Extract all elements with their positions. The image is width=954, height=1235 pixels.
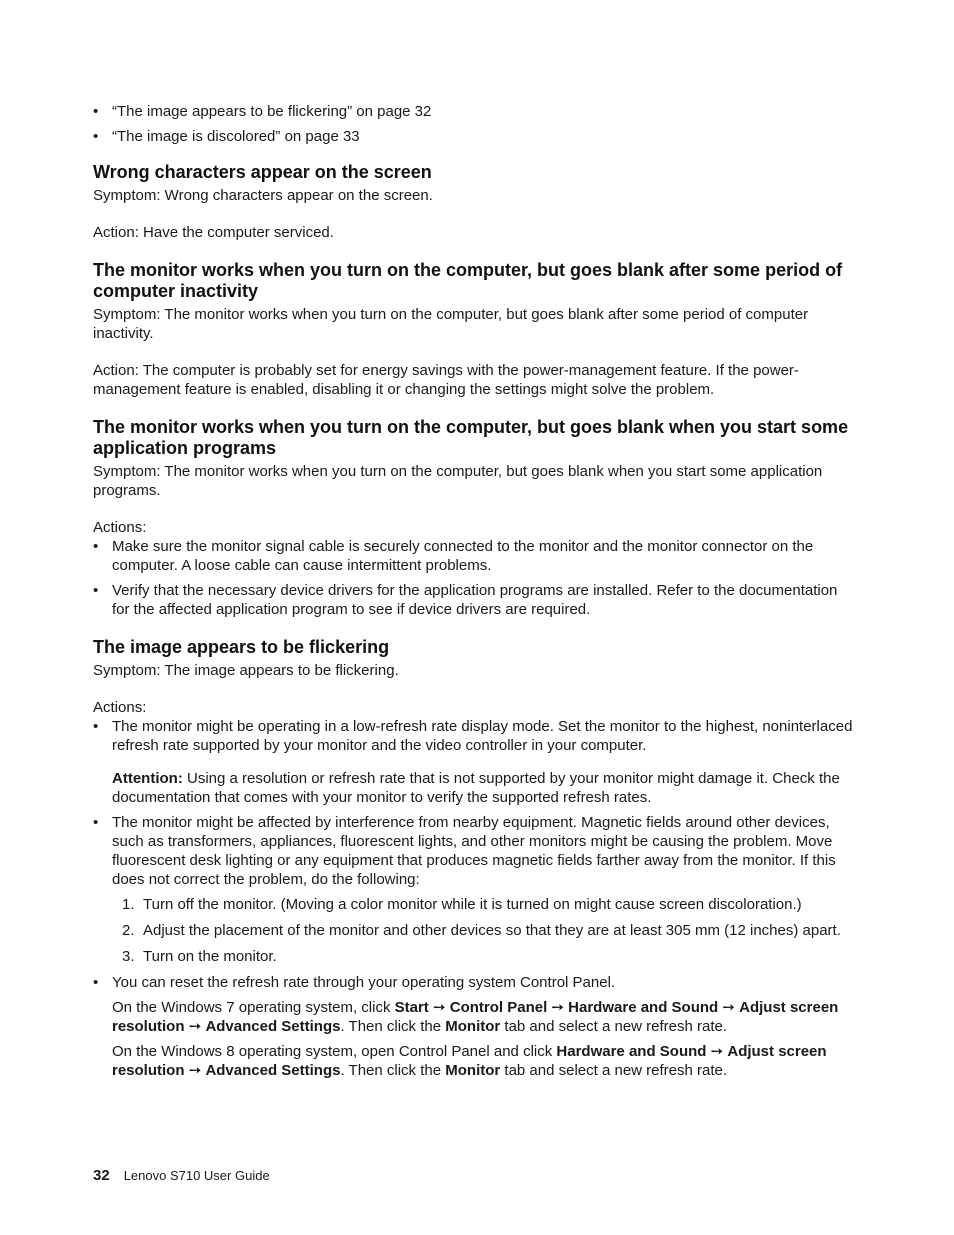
list-item: • The monitor might be affected by interference from nearby equipment. Magnetic fields around other devices, such as transformers, appliances, fluorescent lights, and other monitors might be causing the problem. Move fluorescent desk lighting or any equipment that produces magnetic fields farther away from the monitor. If this does not correct the problem, do the following: 1. Turn off the monitor. (Moving a color monitor while it is turned on might cause screen discoloration.) 2. Adjust the placement of the monitor and other devices so that they are at least 305 mm (12 inches) apart. 3. Turn on the monitor. (93, 813, 853, 966)
arrow-icon: ➙ (188, 1062, 202, 1079)
document-page (93, 102, 853, 1086)
list-item: • Verify that the necessary device drivers for the application programs are installed. Refer to the documentation for the affected application program to see if device drivers are required. (93, 581, 853, 619)
arrow-icon: ➙ (710, 1043, 724, 1060)
windows8-instructions: On the Windows 8 operating system, open Control Panel and click Hardware and Sound ➙ Adjust screen resolution ➙ Advanced Settings. Then click the Monitor tab and select a new refresh rate. (112, 1043, 827, 1079)
ui-term-advanced-settings: Advanced Settings (205, 1018, 341, 1035)
step-item: 3. Turn on the monitor. (122, 948, 277, 965)
ui-term-monitor: Monitor (445, 1062, 501, 1079)
section-heading-blank-on-programs: The monitor works when you turn on the computer, but goes blank when you start some application programs (93, 417, 849, 458)
symptom-text: Symptom: Wrong characters appear on the screen. (93, 187, 433, 204)
section-heading-blank-after-inactivity: The monitor works when you turn on the computer, but goes blank after some period of computer inactivity (93, 260, 843, 301)
section-heading-flickering: The image appears to be flickering (93, 637, 390, 657)
actions-list (93, 537, 853, 619)
actions-list (93, 717, 853, 1080)
symptom-text: Symptom: The monitor works when you turn on the computer, but goes blank after some period of computer inactivity. (93, 306, 809, 342)
ui-term-adjust-screen-resolution: Adjust screen resolution (112, 1043, 827, 1079)
guide-title: Lenovo S710 User Guide (123, 1168, 270, 1183)
related-link[interactable]: • “The image is discolored” on page 33 (93, 127, 853, 146)
windows7-instructions: On the Windows 7 operating system, click Start ➙ Control Panel ➙ Hardware and Sound ➙ Adjust screen resolution ➙ Advanced Settings. Then click the Monitor tab and select a new refresh rate. (112, 999, 839, 1035)
actions-label: Actions: (93, 519, 147, 536)
step-item: 1. Turn off the monitor. (Moving a color monitor while it is turned on might cause screen discoloration.) (122, 896, 802, 913)
attention-label: Attention: (112, 770, 183, 787)
step-item: 2. Adjust the placement of the monitor and other devices so that they are at least 305 mm (12 inches) apart. (122, 922, 841, 939)
list-item: • The monitor might be operating in a low-refresh rate display mode. Set the monitor to the highest, noninterlaced refresh rate supported by your monitor and the video controller in your computer. Attention: Using a resolution or refresh rate that is not supported by your monitor might damage it. Check the documentation that comes with your monitor to verify the supported refresh rates. (93, 717, 853, 807)
ui-term-monitor: Monitor (445, 1018, 501, 1035)
ui-term-start: Start (394, 999, 429, 1016)
ui-term-advanced-settings: Advanced Settings (205, 1062, 341, 1079)
related-link[interactable]: • “The image appears to be flickering” on page 32 (93, 102, 853, 121)
arrow-icon: ➙ (432, 999, 446, 1016)
arrow-icon: ➙ (722, 999, 735, 1016)
page-footer (93, 1166, 270, 1185)
ui-term-control-panel: Control Panel (449, 999, 548, 1016)
action-text: Action: Have the computer serviced. (93, 224, 334, 241)
arrow-icon: ➙ (551, 999, 564, 1016)
symptom-text: Symptom: The monitor works when you turn on the computer, but goes blank when you start some application programs. (93, 463, 823, 499)
page-number: 32 (93, 1167, 110, 1184)
arrow-icon: ➙ (188, 1018, 202, 1035)
symptom-text: Symptom: The image appears to be flickering. (93, 662, 399, 679)
list-item: • Make sure the monitor signal cable is securely connected to the monitor and the monitor connector on the computer. A loose cable can cause intermittent problems. (93, 537, 853, 575)
list-item: • You can reset the refresh rate through your operating system Control Panel. On the Windows 7 operating system, click Start ➙ Control Panel ➙ Hardware and Sound ➙ Adjust screen resolution ➙ Advanced Settings. Then click the Monitor tab and select a new refresh rate. On the Windows 8 operating system, open Control Panel and click Hardware and Sound ➙ Adjust screen resolution ➙ Advanced Settings. Then click the Monitor tab and select a new refresh rate. (93, 973, 853, 1080)
ui-term-hardware-and-sound: Hardware and Sound (568, 999, 719, 1016)
action-text: Action: The computer is probably set for energy savings with the power-management feature. If the power-management feature is enabled, disabling it or changing the settings might solve the problem. (93, 362, 799, 398)
ui-term-hardware-and-sound: Hardware and Sound (556, 1043, 707, 1060)
attention-note: Attention: Using a resolution or refresh rate that is not supported by your monitor might damage it. Check the documentation that comes with your monitor to verify the supported refresh rates. (112, 770, 840, 806)
ui-term-adjust-screen-resolution: Adjust screen resolution (112, 999, 839, 1035)
related-links-list (93, 102, 853, 146)
steps-list (112, 895, 853, 966)
actions-label: Actions: (93, 699, 147, 716)
section-heading-wrong-characters: Wrong characters appear on the screen (93, 162, 432, 182)
